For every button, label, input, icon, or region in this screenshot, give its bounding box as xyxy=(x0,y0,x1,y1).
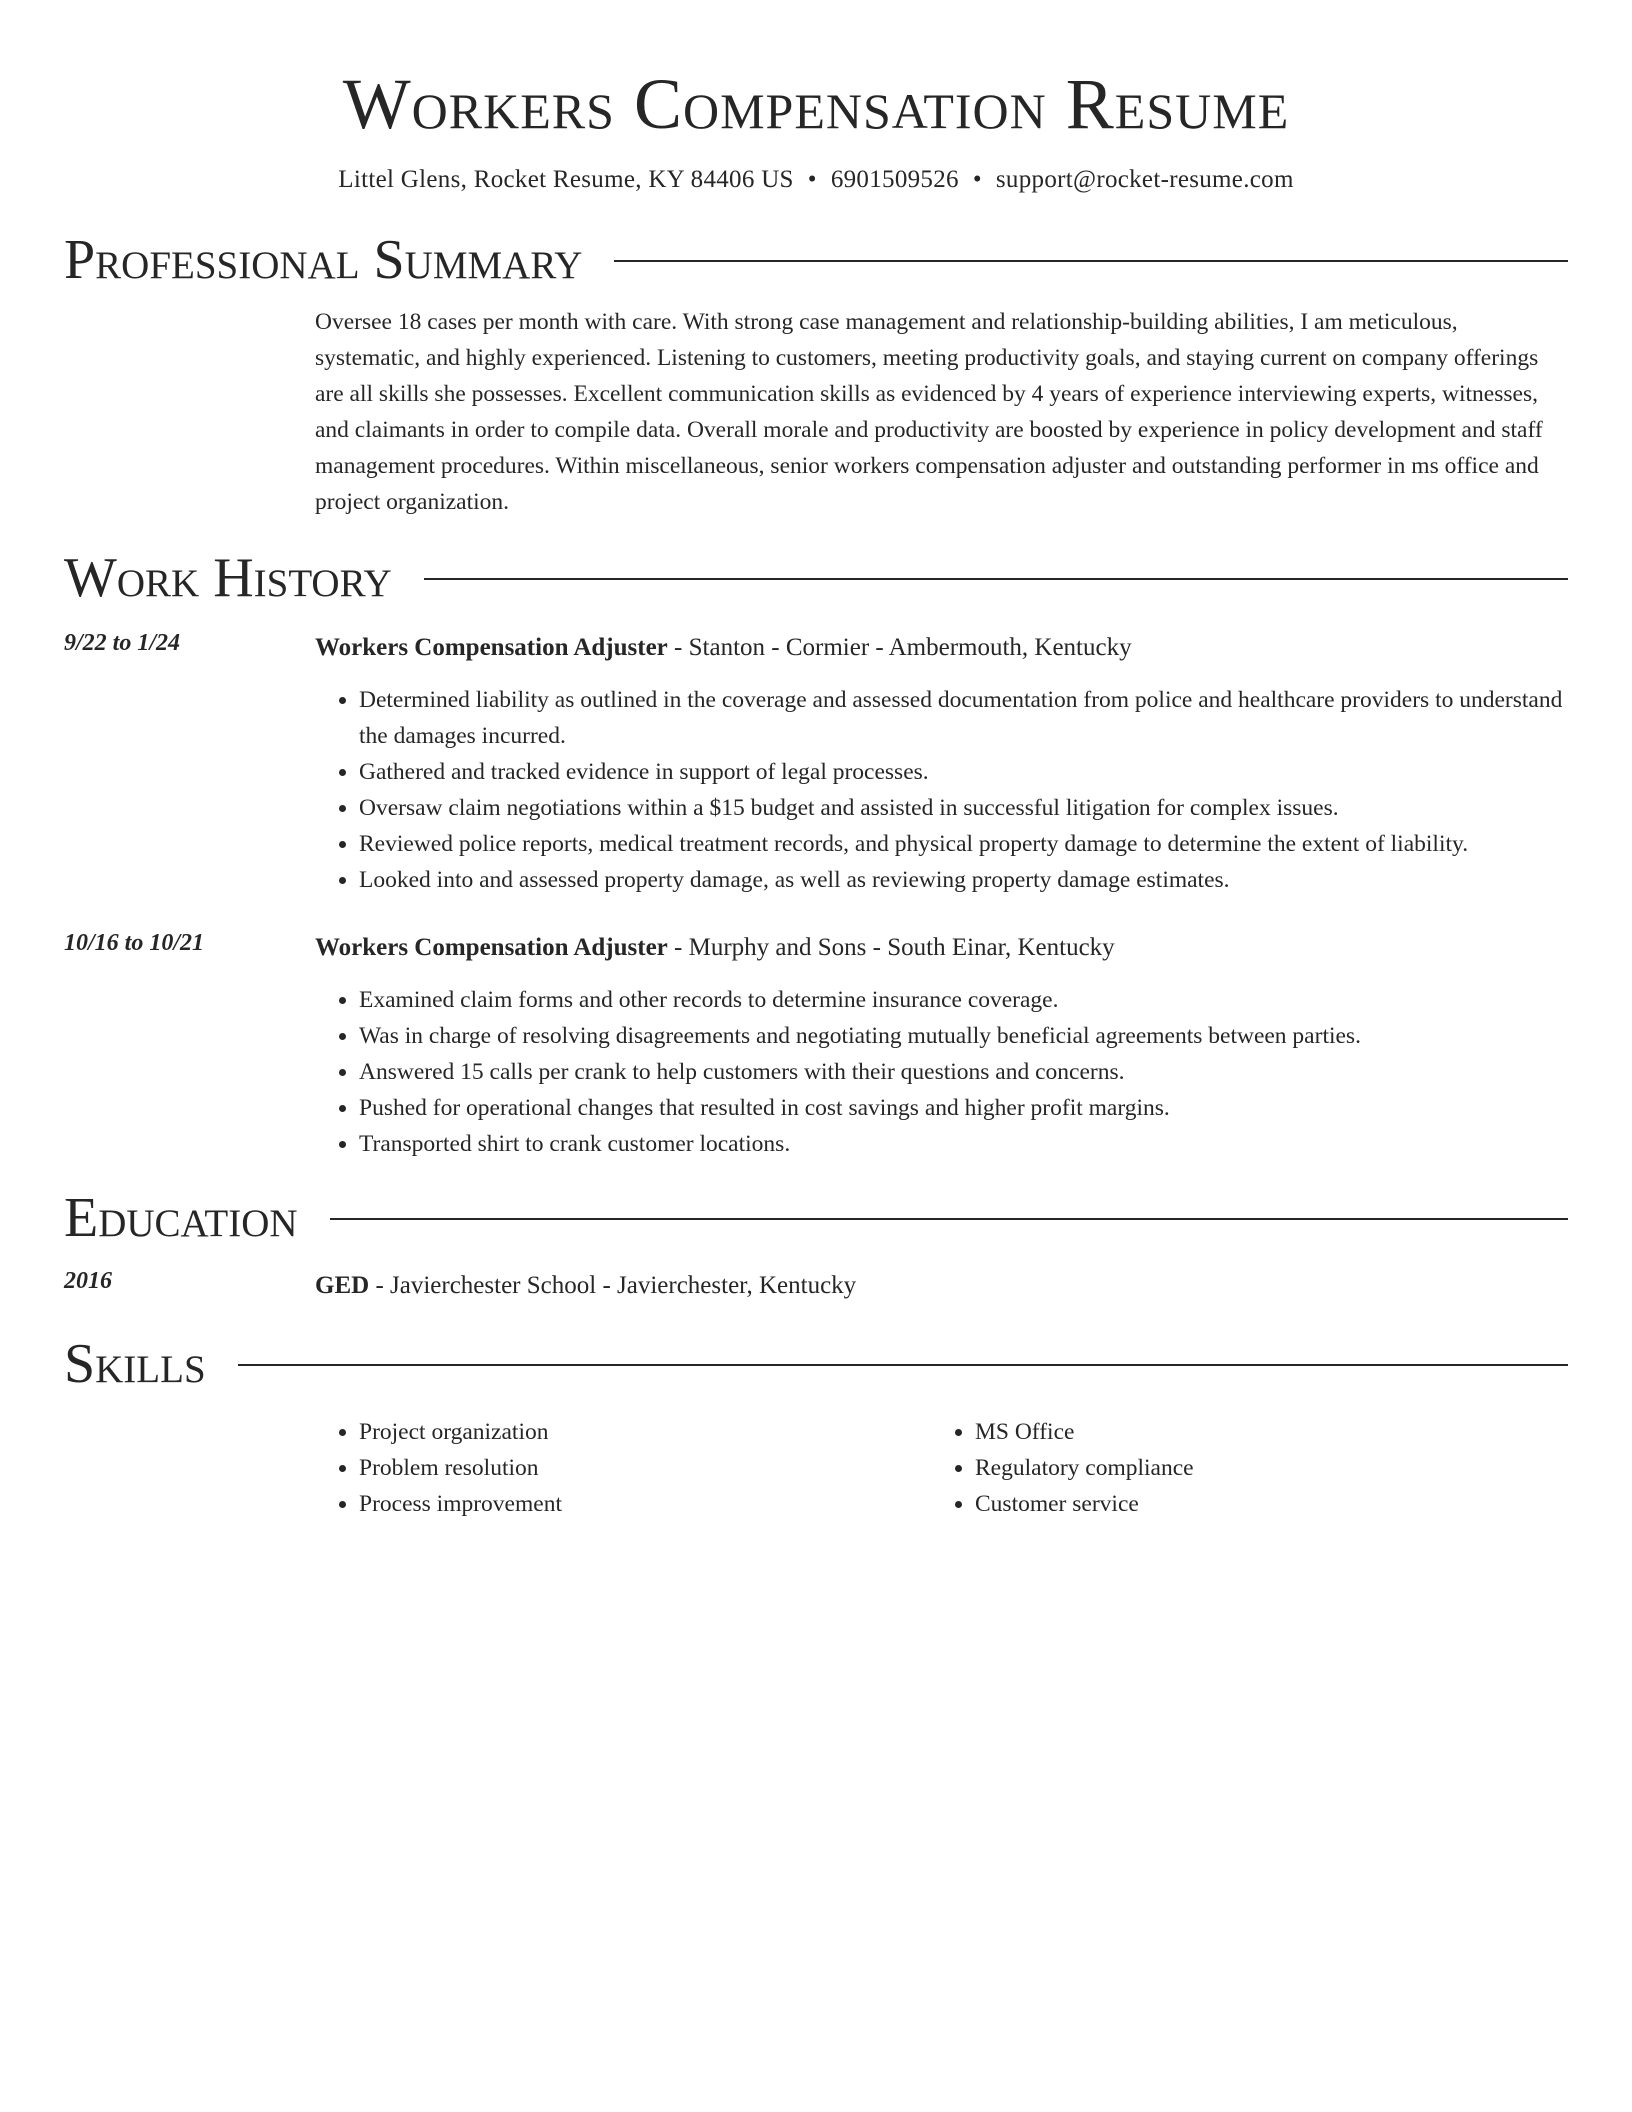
skills-list-right xyxy=(931,1414,1547,1522)
skill-item: • Customer service xyxy=(975,1486,1547,1522)
education-section-header xyxy=(64,1186,1568,1250)
education-degree: GED xyxy=(315,1272,370,1299)
job-details: - Stanton - Cormier - Ambermouth, Kentucky xyxy=(667,634,1132,661)
job-bullet: • Determined liability as outlined in the coverage and assessed documentation from police and healthcare providers to understand the damages incurred. xyxy=(359,682,1568,754)
contact-phone: 6901509526 xyxy=(830,166,959,193)
contact-address: Littel Glens, Rocket Resume, KY 84406 US xyxy=(338,166,794,193)
skills-grid xyxy=(315,1414,1568,1522)
job-bullet: • Pushed for operational changes that resulted in cost savings and higher profit margins. xyxy=(359,1090,1568,1126)
summary-section-header xyxy=(64,228,1568,292)
job-bullet: • Was in charge of resolving disagreements and negotiating mutually beneficial agreements between parties. xyxy=(359,1018,1568,1054)
contact-email: support@rocket-resume.com xyxy=(995,166,1294,193)
education-details: - Javierchester School - Javierchester, Kentucky xyxy=(369,1272,857,1299)
job-bullet: • Oversaw claim negotiations within a $15 budget and assisted in successful litigation for complex issues. xyxy=(359,790,1568,826)
section-divider xyxy=(330,1218,1568,1220)
summary-row xyxy=(64,304,1568,520)
section-divider xyxy=(424,578,1568,580)
contact-line xyxy=(64,166,1568,194)
work-heading: Work History xyxy=(64,547,392,609)
resume-title: Workers Compensation Resume xyxy=(342,64,1290,144)
skills-list-left xyxy=(315,1414,931,1522)
skills-row xyxy=(64,1414,1568,1522)
skill-item: • Regulatory compliance xyxy=(975,1450,1547,1486)
skill-item: • Problem resolution xyxy=(359,1450,931,1486)
contact-separator: • xyxy=(807,166,817,193)
job-dates: 9/22 to 1/24 xyxy=(64,630,181,656)
job-title: Workers Compensation Adjuster xyxy=(315,934,668,961)
job-heading xyxy=(315,630,1568,666)
skills-heading: Skills xyxy=(64,1333,206,1395)
summary-heading: Professional Summary xyxy=(64,229,583,291)
contact-separator: • xyxy=(972,166,982,193)
job-bullet: • Transported shirt to crank customer locations. xyxy=(359,1126,1568,1162)
job-bullet: • Examined claim forms and other records to determine insurance coverage. xyxy=(359,982,1568,1018)
skills-section-header xyxy=(64,1332,1568,1396)
job-entry xyxy=(64,630,1568,898)
skill-item: • MS Office xyxy=(975,1414,1547,1450)
job-bullet: • Looked into and assessed property damage, as well as reviewing property damage estimates. xyxy=(359,862,1568,898)
job-bullet: • Reviewed police reports, medical treatment records, and physical property damage to determine the extent of liability. xyxy=(359,826,1568,862)
skill-item: • Process improvement xyxy=(359,1486,931,1522)
job-dates: 10/16 to 10/21 xyxy=(64,930,205,956)
education-year: 2016 xyxy=(64,1268,112,1294)
job-heading xyxy=(315,930,1568,966)
job-bullets xyxy=(315,682,1568,898)
work-section-header xyxy=(64,546,1568,610)
job-title: Workers Compensation Adjuster xyxy=(315,634,668,661)
education-heading: Education xyxy=(64,1187,298,1249)
job-entry xyxy=(64,930,1568,1162)
summary-text: Oversee 18 cases per month with care. With strong case management and relationship-building abilities, I am meticulous, systematic, and highly experienced. Listening to customers, meeting productivity goals, and staying current on company offerings are all skills she possesses. Excellent communication skills as evidenced by 4 years of experience interviewing experts, witnesses, and claimants in order to compile data. Overall morale and productivity are boosted by experience in policy development and staff management procedures. Within miscellaneous, senior workers compensation adjuster and outstanding performer in ms office and project organization. xyxy=(315,309,1543,515)
job-bullets xyxy=(315,982,1568,1162)
job-details: - Murphy and Sons - South Einar, Kentucky xyxy=(667,934,1115,961)
education-entry xyxy=(64,1268,1568,1304)
job-bullet: • Gathered and tracked evidence in support of legal processes. xyxy=(359,754,1568,790)
skill-item: • Project organization xyxy=(359,1414,931,1450)
section-divider xyxy=(238,1364,1568,1366)
job-bullet: • Answered 15 calls per crank to help customers with their questions and concerns. xyxy=(359,1054,1568,1090)
section-divider xyxy=(614,260,1568,262)
